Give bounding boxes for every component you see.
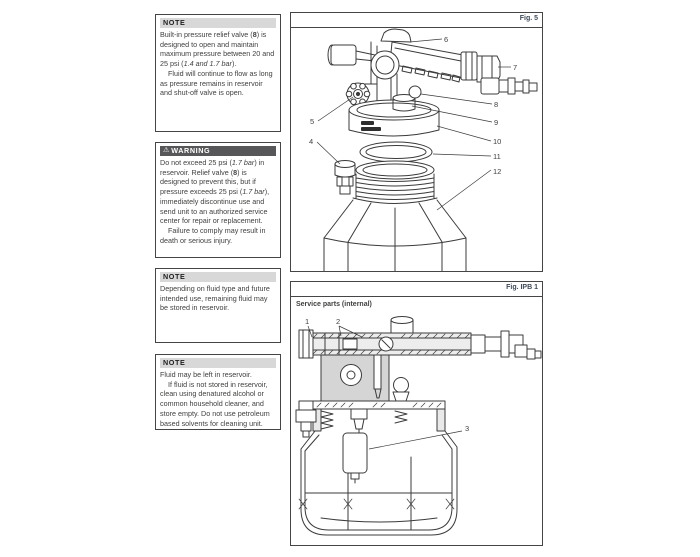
callout-1-label: 1 <box>305 317 310 326</box>
callout-10-label: 10 <box>493 137 502 146</box>
paragraph: Failure to comply may result in death or serious injury. <box>160 225 266 245</box>
callout-2-label: 2 <box>336 317 341 326</box>
brand-logo-mark <box>361 127 381 131</box>
paragraph: Do not exceed 25 psi (1.7 bar) in reservoir. Relief valve (8) is designed to prevent this, but if pressure exceeds 25 psi (1.7 bar), immediately discontinue use and send unit to an authorized service center for repair or replacement. <box>160 158 270 226</box>
paragraph: Fluid may be left in reservoir. <box>160 370 252 379</box>
callout-7-label: 7 <box>513 63 518 72</box>
figure-ipb1-drawing <box>291 297 542 545</box>
note-header-label: NOTE <box>163 272 186 281</box>
figure-5-header <box>291 13 542 28</box>
paragraph: Built-in pressure relief valve (8) is designed to open and maintain maximum pressure between 20 and 25 psi (1.4 and 1.7 bar). <box>160 30 275 69</box>
callout-4-label: 4 <box>309 137 314 146</box>
warning-triangle-icon: ⚠ <box>163 147 170 154</box>
paragraph: Fluid will continue to flow as long as pressure remains in reservoir and shut-off valve is open. <box>160 68 273 98</box>
paragraph: Depending on fluid type and future intended use, remaining fluid may be stored in reservoir. <box>160 284 270 313</box>
callout-3-label: 3 <box>465 424 470 433</box>
note-body <box>160 370 276 428</box>
figure-ipb1-subtitle: Service parts (internal) <box>296 301 372 308</box>
callout-8-label: 8 <box>494 100 499 109</box>
warning-body <box>160 158 276 245</box>
figure-ipb1-header <box>291 282 542 297</box>
figure-5-drawing <box>291 28 542 271</box>
note-box <box>155 354 281 430</box>
callout-9-label: 9 <box>494 118 499 127</box>
figure-5 <box>290 12 543 272</box>
figure-5-label: Fig. 5 <box>519 15 538 22</box>
pump-assembly-art <box>324 29 537 271</box>
warning-box <box>155 142 281 258</box>
warning-header-label: WARNING <box>171 146 211 155</box>
note-body <box>160 30 276 98</box>
callout-11-label: 11 <box>493 152 501 161</box>
note-box <box>155 14 281 132</box>
callout-12-label: 12 <box>493 167 502 176</box>
note-header-bar <box>160 18 276 28</box>
internal-section-art <box>296 317 541 536</box>
note-header-label: NOTE <box>163 358 186 367</box>
brand-logo-mark <box>361 121 374 125</box>
note-box <box>155 268 281 343</box>
note-header-bar <box>160 358 276 368</box>
note-header-bar <box>160 272 276 282</box>
note-header-label: NOTE <box>163 18 186 27</box>
paragraph: If fluid is not stored in reservoir, clean using denatured alcohol or common household cleaner, and store empty. Do not use petroleum based solvents for cleaning unit. <box>160 379 270 428</box>
callout-5-label: 5 <box>310 117 315 126</box>
callout-6-label: 6 <box>444 35 449 44</box>
figure-ipb1-label: Fig. IPB 1 <box>506 284 538 291</box>
note-body <box>160 284 276 313</box>
figure-ipb1 <box>290 281 543 546</box>
warning-header-bar <box>160 146 276 156</box>
